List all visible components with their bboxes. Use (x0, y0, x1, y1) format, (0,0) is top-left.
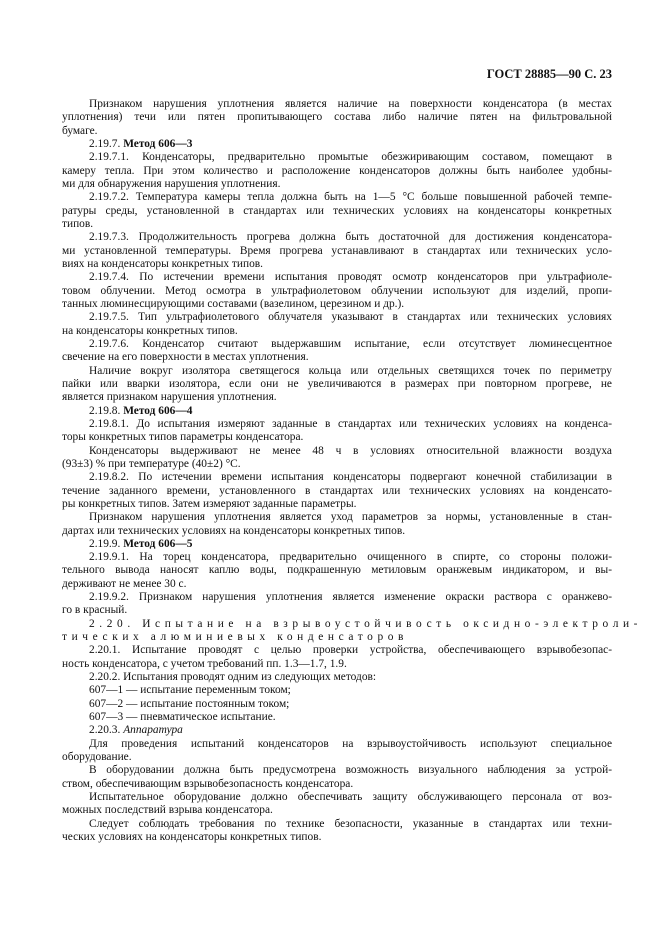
text-line: оборудование. (62, 751, 132, 764)
paragraph (62, 365, 612, 405)
text-line: уплотнения) течи или пятен пропитывающего состава либо наличие пятен на фильтровальной (62, 111, 612, 124)
text-line: 2.19.7.3. Продолжительность прогрева должна быть достаточной для достижения конденсатора- (89, 231, 612, 244)
paragraph (62, 511, 612, 538)
text-line: (93±3) % при температуре (40±2) °С. (62, 457, 241, 470)
paragraph (62, 671, 612, 684)
paragraph (62, 818, 612, 845)
text-line: торы конкретных типов параметры конденсатора. (62, 431, 304, 444)
paragraph (62, 644, 612, 671)
text-line: Признаком нарушения уплотнения является уход параметров за нормы, установленные в стан- (89, 511, 612, 524)
paragraph (62, 231, 612, 271)
text-line: Признаком нарушения уплотнения является наличие на поверхности конденсатора (в местах (89, 98, 612, 110)
text-line: пайки или вварки изолятора, если они не увеличиваются в размерах при повторном прогреве, не (62, 377, 612, 390)
text-line: типов. (62, 217, 94, 230)
paragraph (62, 591, 612, 618)
paragraph (62, 445, 612, 472)
heading-line (62, 538, 612, 551)
text-line: Испытательное оборудование должно обеспечивать защиту обслуживающего персонала от воз- (89, 791, 612, 804)
heading-line (62, 724, 612, 737)
text-line: дартах или технических условиях на конденсаторы конкретных типов. (62, 524, 406, 537)
text-line: Для проведения испытаний конденсаторов на взрывоустойчивость используют специальное (89, 737, 612, 750)
heading-line (62, 138, 612, 151)
paragraph (62, 191, 612, 231)
text-line: 607—2 — испытание постоянным током; (89, 697, 290, 710)
paragraph (62, 418, 612, 445)
text-line: ми установленной температуры. Время прогрева устанавливают в стандартах или технических усло- (62, 244, 612, 257)
text-line: камеру тепла. При этом количество и расположение конденсаторов должны быть наиболее удобны- (62, 164, 612, 177)
text-line: В оборудовании должна быть предусмотрена возможность визуального наблюдения за устрой- (89, 764, 612, 777)
section-heading (62, 138, 612, 151)
section-number: 2.20.3. (89, 724, 121, 737)
text-line: на конденсаторы конкретных типов. (62, 324, 238, 337)
text-line: ческих условиях на конденсаторы конкретных типов. (62, 831, 322, 844)
paragraph (62, 791, 612, 818)
section-heading (62, 724, 612, 737)
text-line: 2.19.7.6. Конденсатор считают выдержавшим испытание, если отсутствует люминесцентное (89, 337, 612, 350)
text-line: 2.19.8.1. До испытания измеряют заданные в стандартах или технических условиях на конденса- (89, 417, 612, 430)
text-line: го в красный. (62, 604, 128, 617)
text-line: 2.19.7.2. Температура камеры тепла должна быть на 1—5 °С больше повышенной рабочей темпе- (89, 191, 612, 204)
text-line: ность конденсатора, с учетом требований пп. 1.3—1.7, 1.9. (62, 657, 347, 670)
text-line: Следует соблюдать требования по технике безопасности, указанные в стандартах или техни- (89, 817, 612, 830)
text-line: 607—3 — пневматическое испытание. (89, 711, 276, 724)
paragraph (62, 764, 612, 791)
paragraph (62, 471, 612, 511)
text-line: Конденсаторы выдерживают не менее 48 ч в условиях относительной влажности воздуха (89, 444, 612, 457)
paragraph (62, 698, 612, 711)
text-line: ми для обнаружения нарушения уплотнения. (62, 177, 281, 190)
text-line: 2.19.7.1. Конденсаторы, предварительно промытые обезжиривающим составом, помещают в (89, 151, 612, 164)
text-line: является признаком нарушения уплотнения. (62, 391, 277, 404)
paragraph (62, 311, 612, 338)
paragraph (62, 271, 612, 311)
paragraph (62, 617, 643, 645)
heading-line (62, 405, 612, 418)
section-title: Метод 606—5 (123, 537, 193, 550)
text-line: 2.19.9.2. Признаком нарушения уплотнения является изменение окраски раствора с оранжево- (89, 591, 612, 604)
text-line: 2.19.8.2. По истечении времени испытания конденсаторы подвергают конечной стабилизации в (89, 471, 612, 484)
paragraph (62, 151, 612, 191)
text-line: свечение на его поверхности в местах уплотнения. (62, 351, 309, 364)
section-heading (62, 405, 612, 418)
text-line: ратуры среды, установленной в стандартах или технических условиях на конденсаторы конкретных (62, 204, 612, 217)
paragraph (62, 338, 612, 365)
document-body (62, 98, 643, 844)
page-header: ГОСТ 28885—90 С. 23 (486, 67, 612, 81)
text-line: ством, обеспечивающим взрывобезопасность конденсатора. (62, 777, 354, 790)
section-title: Аппаратура (123, 724, 183, 737)
text-line: 2.19.7.4. По истечении времени испытания проводят осмотр конденсаторов при ультрафиоле- (89, 271, 612, 284)
paragraph (62, 711, 612, 724)
text-line: 2.20. Испытание на взрывоустойчивость оксидно-электроли- (89, 617, 643, 630)
section-heading (62, 538, 612, 551)
text-line: 607—1 — испытание переменным током; (89, 684, 291, 697)
text-line: можных последствий взрыва конденсатора. (62, 804, 273, 817)
text-line: товом облучении. Метод осмотра в ультрафиолетовом облучении используют для изделий, пропи- (62, 284, 612, 297)
text-line: тических алюминиевых конденсаторов (62, 631, 409, 644)
text-line: танных люминесцирующими составами (вазелином, церезином и др.). (62, 297, 405, 310)
text-line: ры конкретных типов. Затем измеряют заданные параметры. (62, 497, 357, 510)
text-line: тельного вывода наносят каплю воды, подкрашенную метиловым оранжевым индикатором, и вы- (62, 564, 612, 577)
text-line: 2.20.1. Испытание проводят с целью проверки устройства, обеспечивающего взрывобезопас- (89, 644, 612, 657)
paragraph (62, 551, 612, 591)
section-number: 2.19.9. (89, 537, 121, 550)
section-title: Метод 606—4 (123, 404, 193, 417)
text-line: 2.19.7.5. Тип ультрафиолетового облучателя указывают в стандартах или технических условиях (89, 311, 612, 324)
paragraph (62, 684, 612, 697)
text-line: держивают не менее 30 с. (62, 577, 187, 590)
text-line: Наличие вокруг изолятора светящегося кольца или отдельных светящихся точек по периметру (89, 364, 612, 377)
text-line: 2.19.9.1. На торец конденсатора, предварительно очищенного в спирте, со стороны положи- (89, 551, 612, 564)
section-number: 2.19.8. (89, 404, 121, 417)
section-title: Метод 606—3 (123, 137, 193, 150)
paragraph (62, 98, 612, 138)
text-line: течение заданного времени, установленного в стандартах или технических условиях на конденсато- (62, 484, 612, 497)
paragraph (62, 738, 612, 765)
text-line: бумаге. (62, 124, 98, 137)
section-number: 2.19.7. (89, 137, 121, 150)
text-line: виях на конденсаторы конкретных типов. (62, 257, 264, 270)
text-line: 2.20.2. Испытания проводят одним из следующих методов: (89, 671, 377, 684)
